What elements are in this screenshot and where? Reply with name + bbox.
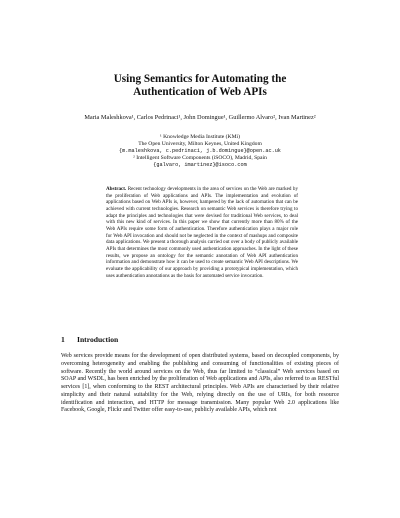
abstract-label: Abstract. <box>106 186 127 192</box>
affiliation-2-email: {galvaro, imartinez}@isoco.com <box>153 162 247 168</box>
section-number: 1 <box>61 335 65 344</box>
abstract <box>106 186 298 279</box>
affiliation-1-name: ¹ Knowledge Media Institute (KMi) <box>160 134 240 140</box>
section-heading <box>61 335 118 344</box>
affiliation-1-email: {m.maleshkova, c.pedrinaci, j.b.domingue}@open.ac.uk <box>119 148 281 154</box>
abstract-text: Recent technology developments in the area of services on the Web are marked by the proliferation of Web applications and APIs. The implementation and evolution of applications based on Web APIs is, however, hampered by the lack of automation that can be achieved with current technologies. Research on semantic Web services is therefore trying to adapt the principles and technologies that were devised for traditional Web services, to deal with this new kind of services. In this paper we show that currently more than 80% of the Web APIs require some form of authentication. Therefore authentication plays a major role for Web API invocation and should not be neglected in the context of mashups and composite data applications. We present a thorough analysis carried out over a body of publicly available APIs that determines the most commonly used authentication approaches. In the light of these results, we propose an ontology for the semantic annotation of Web API authentication information and demonstrate how it can be used to create semantic Web API descriptions. We evaluate the applicability of our approach by providing a prototypical implementation, which uses authentication annotations as the basis for automated service invocation. <box>106 186 299 279</box>
paper-title-line-1: Using Semantics for Automating the <box>113 73 287 85</box>
author-list: Maria Maleshkova¹, Carlos Pedrinaci¹, John Domingue¹, Guillermo Alvaro², Ivan Martinez² <box>84 114 316 121</box>
affiliation-1-address: The Open University, Milton Keynes, United Kingdom <box>138 141 262 147</box>
paper-title-line-2: Authentication of Web APIs <box>133 86 267 98</box>
introduction-paragraph: Web services provide means for the development of open distributed systems, based on decoupled components, by overcoming heterogeneity and enabling the publishing and consuming of functionalities of existing pieces of software. Recently the world around services on the Web, thus far limited to “classical” Web services based on SOAP and WSDL, has been enriched by the proliferation of Web applications and APIs, also referred to as RESTful services [1], when conforming to the REST architectural principles. Web APIs are characterised by their relative simplicity and their natural suitability for the Web, relying directly on the use of URIs, for both resource identification and interaction, and HTTP for message transmission. Many popular Web 2.0 applications like Facebook, Google, Flickr and Twitter offer easy-to-use, publicly available APIs, which not <box>61 353 339 414</box>
affiliation-2-name: ² Intelligent Software Components (iSOCO), Madrid, Spain <box>133 155 267 161</box>
section-title: Introduction <box>77 335 119 344</box>
